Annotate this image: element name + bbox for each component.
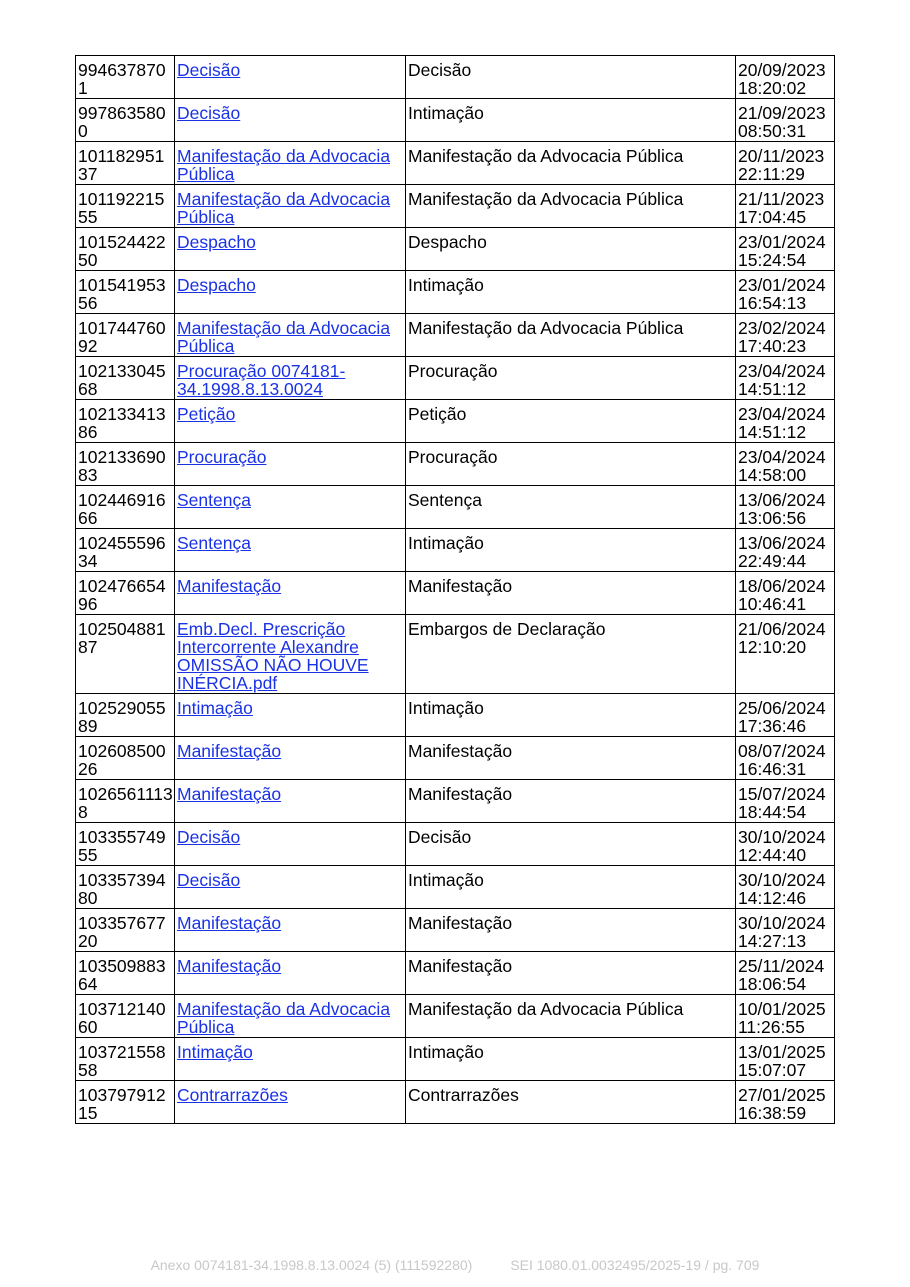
document-link[interactable]: Manifestação [177,576,282,596]
table-row [76,909,835,952]
document-date: 13/06/2024 22:49:44 [736,529,835,572]
table-row [76,952,835,995]
document-date: 25/06/2024 17:36:46 [736,694,835,737]
document-id: 10250488187 [76,615,175,694]
document-id: 10265611138 [76,780,175,823]
table-row [76,1081,835,1124]
document-type: Manifestação [406,952,736,995]
document-id: 10379791215 [76,1081,175,1124]
document-date: 10/01/2025 11:26:55 [736,995,835,1038]
document-link[interactable]: Despacho [177,232,256,252]
document-link-cell [175,271,406,314]
document-link-cell [175,952,406,995]
document-date: 30/10/2024 14:12:46 [736,866,835,909]
document-id: 10260850026 [76,737,175,780]
document-type: Intimação [406,694,736,737]
document-type: Manifestação da Advocacia Pública [406,314,736,357]
document-type: Decisão [406,823,736,866]
document-date: 13/06/2024 13:06:56 [736,486,835,529]
document-link-cell [175,314,406,357]
document-type: Manifestação [406,737,736,780]
document-link[interactable]: Procuração 0074181-34.1998.8.13.0024 [177,361,346,399]
table-row [76,694,835,737]
document-id: 10247665496 [76,572,175,615]
document-link[interactable]: Manifestação [177,913,282,933]
document-link-cell [175,1081,406,1124]
document-type: Embargos de Declaração [406,615,736,694]
document-date: 13/01/2025 15:07:07 [736,1038,835,1081]
document-link-cell [175,823,406,866]
document-id: 10350988364 [76,952,175,995]
document-id: 10152442250 [76,228,175,271]
document-link[interactable]: Sentença [177,490,251,510]
document-link-cell [175,486,406,529]
document-link-cell [175,56,406,99]
document-link[interactable]: Decisão [177,870,241,890]
table-row [76,572,835,615]
document-date: 21/11/2023 17:04:45 [736,185,835,228]
document-id: 10154195356 [76,271,175,314]
document-link[interactable]: Manifestação da Advocacia Pública [177,999,391,1037]
table-row [76,99,835,142]
document-link[interactable]: Despacho [177,275,256,295]
document-link[interactable]: Manifestação [177,741,282,761]
document-link[interactable]: Decisão [177,827,241,847]
table-row [76,486,835,529]
table-row [76,357,835,400]
document-date: 18/06/2024 10:46:41 [736,572,835,615]
document-date: 23/04/2024 14:51:12 [736,400,835,443]
documents-table-body [76,56,835,1124]
document-date: 15/07/2024 18:44:54 [736,780,835,823]
document-date: 30/10/2024 12:44:40 [736,823,835,866]
document-type: Decisão [406,56,736,99]
document-date: 21/09/2023 08:50:31 [736,99,835,142]
table-row [76,314,835,357]
document-id: 10372155858 [76,1038,175,1081]
document-link-cell [175,99,406,142]
document-type: Manifestação [406,572,736,615]
document-date: 23/01/2024 15:24:54 [736,228,835,271]
footer-sei: SEI 1080.01.0032495/2025-19 / pg. 709 [510,1257,760,1273]
table-row [76,1038,835,1081]
document-type: Intimação [406,1038,736,1081]
document-link-cell [175,529,406,572]
document-id: 10119221555 [76,185,175,228]
table-row [76,271,835,314]
document-id: 10245559634 [76,529,175,572]
document-date: 25/11/2024 18:06:54 [736,952,835,995]
document-type: Manifestação da Advocacia Pública [406,142,736,185]
document-type: Intimação [406,866,736,909]
document-link-cell [175,443,406,486]
table-row [76,995,835,1038]
document-id: 10244691666 [76,486,175,529]
document-link-cell [175,780,406,823]
document-type: Despacho [406,228,736,271]
document-type: Manifestação [406,780,736,823]
document-type: Procuração [406,443,736,486]
document-id: 9978635800 [76,99,175,142]
document-link[interactable]: Petição [177,404,236,424]
document-link-cell [175,909,406,952]
document-id: 10213369083 [76,443,175,486]
document-id: 10335739480 [76,866,175,909]
table-row [76,56,835,99]
document-date: 20/09/2023 18:20:02 [736,56,835,99]
document-link[interactable]: Manifestação da Advocacia Pública [177,146,391,184]
document-id: 10335767720 [76,909,175,952]
document-date: 23/04/2024 14:51:12 [736,357,835,400]
document-link-cell [175,737,406,780]
document-link[interactable]: Manifestação [177,784,282,804]
document-link[interactable]: Decisão [177,60,241,80]
document-type: Contrarrazões [406,1081,736,1124]
document-date: 23/01/2024 16:54:13 [736,271,835,314]
document-link-cell [175,400,406,443]
document-id: 10213304568 [76,357,175,400]
document-link-cell [175,142,406,185]
document-link-cell [175,185,406,228]
document-type: Manifestação da Advocacia Pública [406,995,736,1038]
document-date: 21/06/2024 12:10:20 [736,615,835,694]
page-footer [0,1257,910,1273]
document-date: 30/10/2024 14:27:13 [736,909,835,952]
footer-annex: Anexo 0074181-34.1998.8.13.0024 (5) (111592280) [150,1257,473,1273]
document-link-cell [175,1038,406,1081]
document-link[interactable]: Decisão [177,103,241,123]
document-type: Intimação [406,271,736,314]
document-date: 23/04/2024 14:58:00 [736,443,835,486]
document-link-cell [175,694,406,737]
document-type: Intimação [406,99,736,142]
document-id: 10335574955 [76,823,175,866]
document-link-cell [175,615,406,694]
table-row [76,228,835,271]
document-type: Manifestação da Advocacia Pública [406,185,736,228]
document-link-cell [175,357,406,400]
table-row [76,142,835,185]
document-id: 10118295137 [76,142,175,185]
document-link-cell [175,228,406,271]
document-link-cell [175,995,406,1038]
document-id: 10174476092 [76,314,175,357]
document-date: 27/01/2025 16:38:59 [736,1081,835,1124]
document-link[interactable]: Manifestação da Advocacia Pública [177,189,391,227]
table-row [76,615,835,694]
document-link[interactable]: Contrarrazões [177,1085,288,1105]
document-link[interactable]: Manifestação da Advocacia Pública [177,318,391,356]
document-type: Manifestação [406,909,736,952]
document-link[interactable]: Intimação [177,698,253,718]
document-link-cell [175,866,406,909]
table-row [76,866,835,909]
document-link[interactable]: Manifestação [177,956,282,976]
document-type: Procuração [406,357,736,400]
document-date: 23/02/2024 17:40:23 [736,314,835,357]
document-type: Petição [406,400,736,443]
document-link[interactable]: Intimação [177,1042,253,1062]
document-type: Intimação [406,529,736,572]
table-row [76,185,835,228]
document-date: 08/07/2024 16:46:31 [736,737,835,780]
document-link[interactable]: Procuração [177,447,267,467]
document-type: Sentença [406,486,736,529]
document-date: 20/11/2023 22:11:29 [736,142,835,185]
documents-table [75,55,835,1124]
document-link[interactable]: Emb.Decl. Prescrição Intercorrente Alexandre OMISSÃO NÃO HOUVE INÉRCIA.pdf [177,619,369,693]
table-row [76,400,835,443]
table-row [76,823,835,866]
table-row [76,443,835,486]
document-id: 10213341386 [76,400,175,443]
table-row [76,737,835,780]
document-id: 10252905589 [76,694,175,737]
table-row [76,780,835,823]
document-link-cell [175,572,406,615]
table-row [76,529,835,572]
document-id: 9946378701 [76,56,175,99]
document-id: 10371214060 [76,995,175,1038]
document-link[interactable]: Sentença [177,533,251,553]
